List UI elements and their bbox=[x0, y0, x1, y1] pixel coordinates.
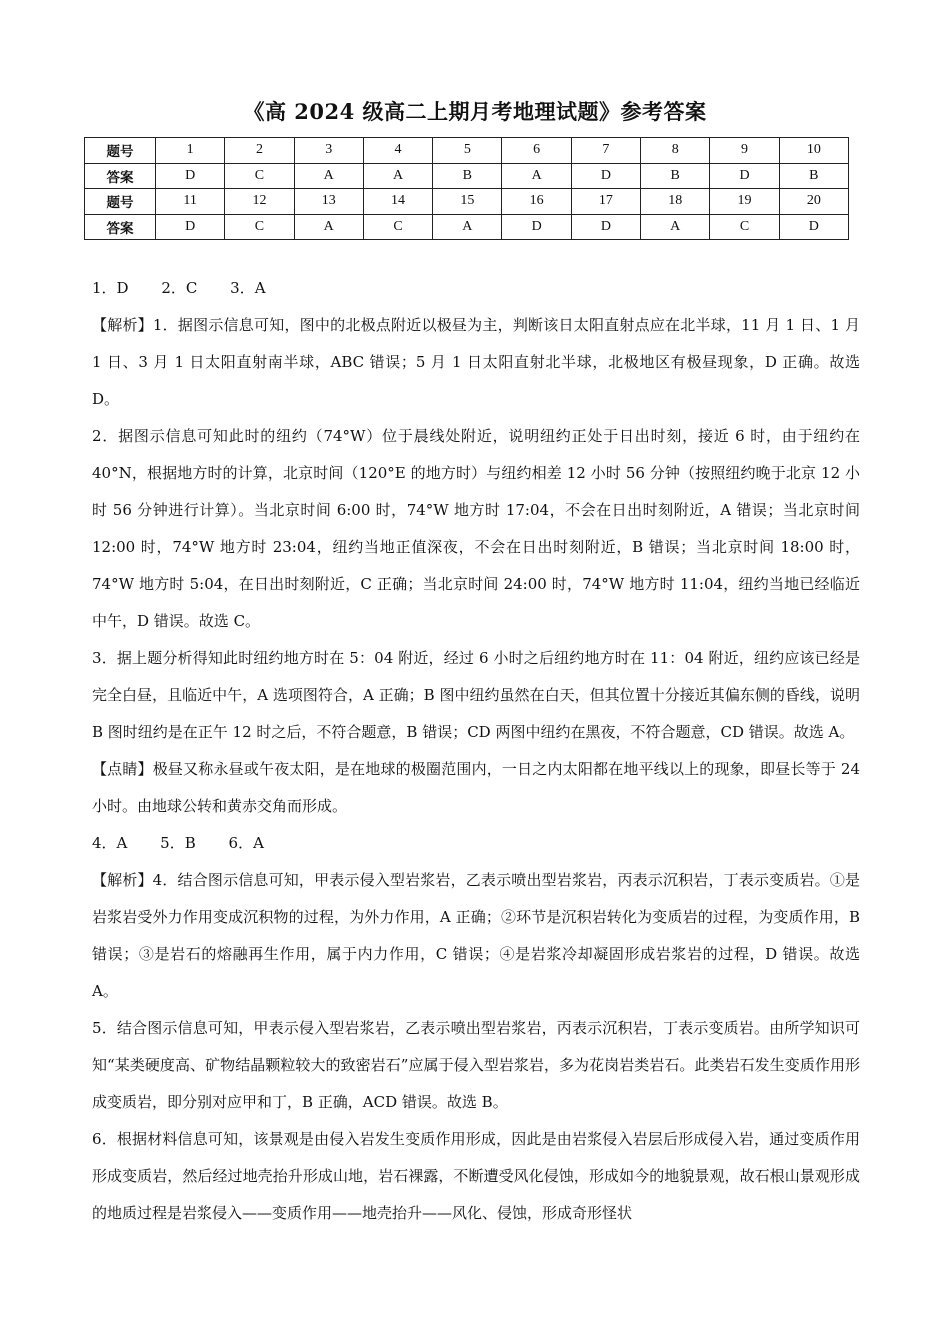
table-cell: C bbox=[225, 163, 294, 189]
table-cell: 1 bbox=[156, 138, 225, 164]
table-cell: B bbox=[641, 163, 710, 189]
row-label: 答案 bbox=[85, 163, 156, 189]
table-cell: 11 bbox=[156, 189, 225, 215]
table-cell: 18 bbox=[641, 189, 710, 215]
table-cell: D bbox=[502, 214, 571, 240]
table-cell: B bbox=[433, 163, 502, 189]
answer-table bbox=[84, 137, 849, 240]
answer-item: 1．D bbox=[92, 279, 129, 297]
answer-item: 2．C bbox=[161, 279, 198, 297]
table-cell: 14 bbox=[363, 189, 432, 215]
document-title: 《高 2024 级高二上期月考地理试题》参考答案 bbox=[243, 99, 707, 124]
table-cell: 20 bbox=[779, 189, 848, 215]
analysis-paragraph: 5．结合图示信息可知，甲表示侵入型岩浆岩，乙表示喷出型岩浆岩，丙表示沉积岩，丁表示变质岩。由所学知识可知“某类硬度高、矿物结晶颗粒较大的致密岩石”应属于侵入型岩浆岩，多为花岗岩类岩石。此类岩石发生变质作用形成变质岩，即分别对应甲和丁，B 正确，ACD 错误。故选 B。 bbox=[92, 1019, 860, 1111]
table-cell: D bbox=[156, 163, 225, 189]
answer-summary-line bbox=[92, 270, 860, 307]
table-cell: D bbox=[571, 214, 640, 240]
table-cell: A bbox=[294, 214, 363, 240]
explanation-body bbox=[92, 270, 860, 1232]
table-row bbox=[85, 214, 849, 240]
table-cell: 8 bbox=[641, 138, 710, 164]
table-cell: 7 bbox=[571, 138, 640, 164]
table-cell: A bbox=[641, 214, 710, 240]
table-cell: 17 bbox=[571, 189, 640, 215]
table-cell: D bbox=[156, 214, 225, 240]
table-cell: 15 bbox=[433, 189, 502, 215]
table-cell: D bbox=[571, 163, 640, 189]
table-cell: A bbox=[502, 163, 571, 189]
analysis-paragraph: 【解析】4．结合图示信息可知，甲表示侵入型岩浆岩，乙表示喷出型岩浆岩，丙表示沉积岩，丁表示变质岩。①是岩浆岩受外力作用变成沉积物的过程，为外力作用，A 正确；②环节是沉积岩转化为变质岩的过程，为变质作用，B 错误；③是岩石的熔融再生作用，属于内力作用，C 错误；④是岩浆冷却凝固形成岩浆岩的过程，D 错误。故选 A。 bbox=[92, 871, 860, 1000]
analysis-paragraph: 2．据图示信息可知此时的纽约（74°W）位于晨线处附近，说明纽约正处于日出时刻，接近 6 时，由于纽约在 40°N，根据地方时的计算，北京时间（120°E 的地方时）与纽约相差 12 小时 56 分钟（按照纽约晚于北京 12 小时 56 分钟进行计算）。当北京时间 6:00 时，74°W 地方时 17:04，不会在日出时刻附近，A 错误；当北京时间 12:00 时，74°W 地方时 23:04，纽约当地正值深夜，不会在日出时刻附近，B 错误；当北京时间 18:00 时，74°W 地方时 5:04，在日出时刻附近，C 正确；当北京时间 24:00 时，74°W 地方时 11:04，纽约当地已经临近中午，D 错误。故选 C。 bbox=[92, 427, 860, 630]
table-cell: 6 bbox=[502, 138, 571, 164]
answer-item: 5．B bbox=[160, 834, 196, 852]
table-cell: D bbox=[779, 214, 848, 240]
table-cell: C bbox=[225, 214, 294, 240]
table-cell: C bbox=[710, 214, 779, 240]
table-cell: A bbox=[363, 163, 432, 189]
table-cell: D bbox=[710, 163, 779, 189]
table-cell: 10 bbox=[779, 138, 848, 164]
table-cell: 16 bbox=[502, 189, 571, 215]
table-cell: A bbox=[294, 163, 363, 189]
answer-item: 4．A bbox=[92, 834, 128, 852]
analysis-paragraph: 6．根据材料信息可知，该景观是由侵入岩发生变质作用形成，因此是由岩浆侵入岩层后形成侵入岩，通过变质作用形成变质岩，然后经过地壳抬升形成山地，岩石裸露，不断遭受风化侵蚀，形成如今的地貌景观，故石根山景观形成的地质过程是岩浆侵入——变质作用——地壳抬升——风化、侵蚀，形成奇形怪状 bbox=[92, 1130, 860, 1222]
answer-item: 3．A bbox=[230, 279, 266, 297]
table-cell: 3 bbox=[294, 138, 363, 164]
answer-item: 6．A bbox=[228, 834, 264, 852]
table-row bbox=[85, 189, 849, 215]
table-cell: 13 bbox=[294, 189, 363, 215]
table-cell: 9 bbox=[710, 138, 779, 164]
answer-summary-line bbox=[92, 825, 860, 862]
row-label: 题号 bbox=[85, 189, 156, 215]
table-row bbox=[85, 163, 849, 189]
table-cell: A bbox=[433, 214, 502, 240]
table-cell: 12 bbox=[225, 189, 294, 215]
analysis-paragraph: 【解析】1．据图示信息可知，图中的北极点附近以极昼为主，判断该日太阳直射点应在北半球，11 月 1 日、1 月 1 日、3 月 1 日太阳直射南半球，ABC 错误；5 月 1 日太阳直射北半球，北极地区有极昼现象，D 正确。故选 D。 bbox=[92, 316, 860, 408]
table-cell: 4 bbox=[363, 138, 432, 164]
table-cell: 5 bbox=[433, 138, 502, 164]
row-label: 答案 bbox=[85, 214, 156, 240]
table-cell: 2 bbox=[225, 138, 294, 164]
table-cell: B bbox=[779, 163, 848, 189]
table-row bbox=[85, 138, 849, 164]
row-label: 题号 bbox=[85, 138, 156, 164]
table-cell: 19 bbox=[710, 189, 779, 215]
table-cell: C bbox=[363, 214, 432, 240]
key-point-paragraph: 【点睛】极昼又称永昼或午夜太阳，是在地球的极圈范围内，一日之内太阳都在地平线以上的现象，即昼长等于 24 小时。由地球公转和黄赤交角而形成。 bbox=[92, 760, 860, 815]
analysis-paragraph: 3．据上题分析得知此时纽约地方时在 5：04 附近，经过 6 小时之后纽约地方时在 11：04 附近，纽约应该已经是完全白昼，且临近中午，A 选项图符合，A 正确；B 图中纽约虽然在白天，但其位置十分接近其偏东侧的昏线，说明 B 图时纽约是在正午 12 时之后，不符合题意，B 错误；CD 两图中纽约在黑夜，不符合题意，CD 错误。故选 A。 bbox=[92, 649, 860, 741]
